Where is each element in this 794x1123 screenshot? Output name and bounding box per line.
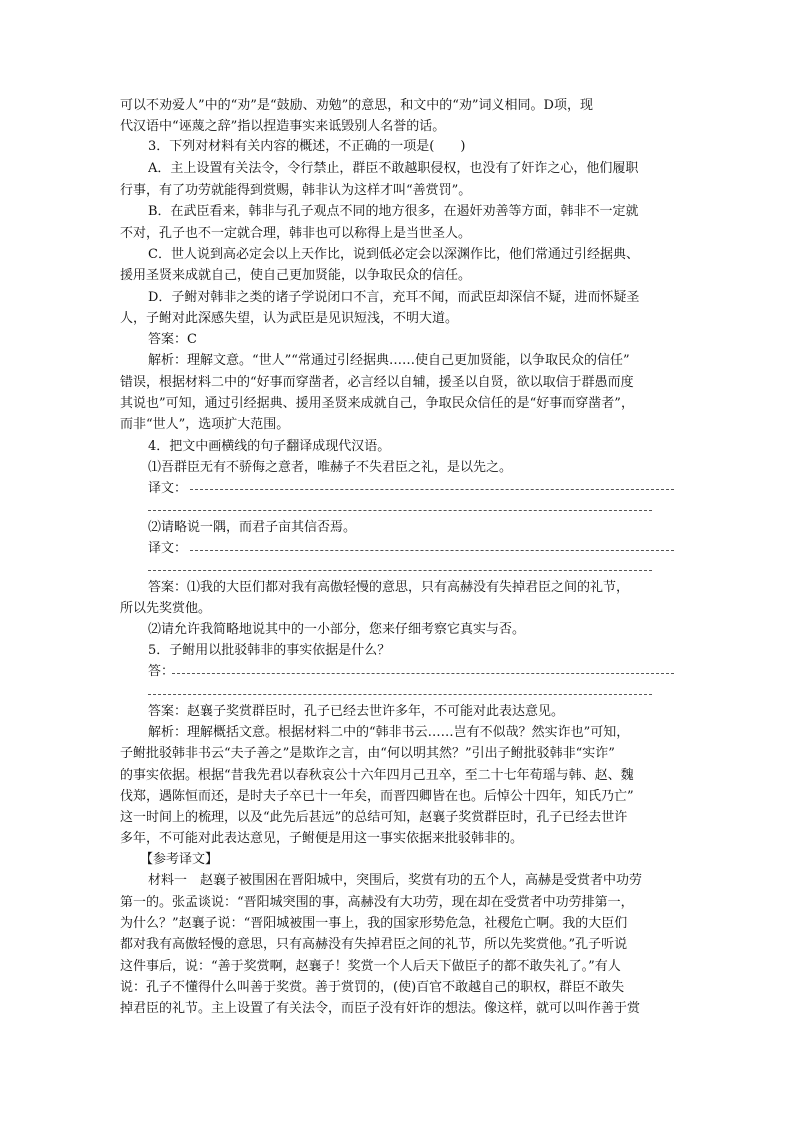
answer-blank xyxy=(190,489,674,490)
text-line: 其说也”可知，通过引经据典、援用圣贤来成就自己，争取民众信任的是“好事而穿凿者”， xyxy=(120,396,634,411)
answer-5: 答案：赵襄子奖赏群臣时，孔子已经去世许多年，不可能对此表达意见。 xyxy=(148,704,565,719)
option-d: D．子鲋对韩非之类的诸子学说闭口不言，充耳不闻，而武臣却深信不疑，进而怀疑圣 xyxy=(148,290,640,305)
text-line: 行事，有了功劳就能得到赏赐，韩非认为这样才叫“善赏罚”。 xyxy=(120,183,472,198)
answer-3: 答案：C xyxy=(148,332,197,347)
answer-blank xyxy=(172,673,674,674)
text-line: 为什么？”赵襄子说：“晋阳城被围一事上，我的国家形势危急，社稷危亡啊。我的大臣们 xyxy=(120,916,628,931)
text-line: 说：孔子不懂得什么叫善于奖赏。善于赏罚的，(使)百官不敢越自己的职权，群臣不敢失 xyxy=(120,980,625,995)
sentence-2: ⑵请略说一隅，而君子亩其信否焉。 xyxy=(148,520,357,535)
text-line: 援用圣贤来成就自己，使自己更加贤能，以争取民众的信任。 xyxy=(120,268,472,283)
sentence-1: ⑴吾群臣无有不骄侮之意者，唯赫子不失君臣之礼，是以先之。 xyxy=(148,460,513,475)
text-line: 所以先奖赏他。 xyxy=(120,601,212,616)
text-line: 第一的。张孟谈说：“晋阳城突围的事，高赫没有大功劳，现在却在受赏者中功劳排第一， xyxy=(120,895,634,910)
text-line: 这件事后，说：“善于奖赏啊，赵襄子！奖赏一个人后天下做臣子的都不敢失礼了。”有人 xyxy=(120,959,621,974)
text-line: 掉君臣的礼节。主上设置了有关法令，而臣子没有奸诈的想法。像这样，就可以叫作善于赏 xyxy=(120,1001,641,1016)
question-5-stem: 5．子鲋用以批驳韩非的事实依据是什么？ xyxy=(148,643,391,658)
option-a: A．主上设置有关法令，令行禁止，群臣不敢越职侵权，也没有了奸诈之心，他们履职 xyxy=(148,161,639,176)
text-line: 伐郑，遇陈恒而还，是时夫子卒已十一年矣，而晋四卿皆在也。后悼公十四年，知氏乃亡” xyxy=(120,789,634,804)
option-c: C．世人说到高必定会以上天作比，说到低必定会以深渊作比，他们常通过引经据典、 xyxy=(148,247,639,262)
answer-blank xyxy=(148,694,652,695)
text-line: 子鲋批驳韩非书云“夫子善之”是欺诈之言，由“何以明其然？”引出子鲋批驳韩非“实诈” xyxy=(120,746,615,761)
answer-blank xyxy=(148,570,652,571)
option-b: B．在武臣看来，韩非与孔子观点不同的地方很多，在遏奸劝善等方面，韩非不一定就 xyxy=(148,204,639,219)
translation-label-1: 译文： xyxy=(148,481,188,496)
text-line: 的事实依据。根据“昔我先君以春秋哀公十六年四月己丑卒，至二十七年荀瑶与韩、赵、魏 xyxy=(120,768,634,783)
analysis-5: 解析：理解概括文意。根据材料二中的“韩非书云……岂有不似哉？然实诈也”可知， xyxy=(148,725,630,740)
question-3-stem: 3．下列对材料有关内容的概述，不正确的一项是( ) xyxy=(148,139,466,154)
text-line: 这一时间上的梳理，以及“此先后甚远”的总结可知，赵襄子奖赏群臣时，孔子已经去世许 xyxy=(120,810,628,825)
answer-4-2: ⑵请允许我简略地说其中的一小部分，您来仔细考察它真实与否。 xyxy=(148,622,526,637)
answer-4: 答案：⑴我的大臣们都对我有高傲轻慢的意思，只有高赫没有失掉君臣之间的礼节， xyxy=(148,580,630,595)
text-line: 都对我有高傲轻慢的意思，只有高赫没有失掉君臣之间的礼节，所以先奖赏他。”孔子听说 xyxy=(120,937,628,952)
text-line: 而非“世人”，选项扩大范围。 xyxy=(120,417,290,432)
text-line: 人，子鲋对此深感失望，认为武臣是见识短浅，不明大道。 xyxy=(120,311,459,326)
answer-label-5: 答： xyxy=(148,664,175,679)
analysis-3: 解析：理解文意。“世人”“常通过引经据典……使自己更加贤能，以争取民众的信任” xyxy=(148,353,630,368)
answer-blank xyxy=(148,510,652,511)
question-4-stem: 4．把文中画横线的句子翻译成现代汉语。 xyxy=(148,439,391,454)
answer-blank xyxy=(190,550,674,551)
text-line: 可以不劝爱人”中的“劝”是“鼓励、劝勉”的意思，和文中的“劝”词义相同。D项，现 xyxy=(120,98,593,113)
text-line: 错误，根据材料二中的“好事而穿凿者，必言经以自辅，援圣以自贤，欲以取信于群愚而度 xyxy=(120,375,634,390)
translation-label-2: 译文： xyxy=(148,541,188,556)
section-heading: 【参考译文】 xyxy=(140,852,219,867)
text-line: 代汉语中“诬蔑之辞”指以捏造事实来诋毁别人名誉的话。 xyxy=(120,119,446,134)
translation-paragraph: 材料一 赵襄子被围困在晋阳城中，突围后，奖赏有功的五个人，高赫是受赏者中功劳 xyxy=(148,873,643,888)
text-line: 不对，孔子也不一定就合理，韩非也可以称得上是当世圣人。 xyxy=(120,226,472,241)
text-line: 多年，不可能对此表达意见，子鲋便是用这一事实依据来批驳韩非的。 xyxy=(120,831,524,846)
